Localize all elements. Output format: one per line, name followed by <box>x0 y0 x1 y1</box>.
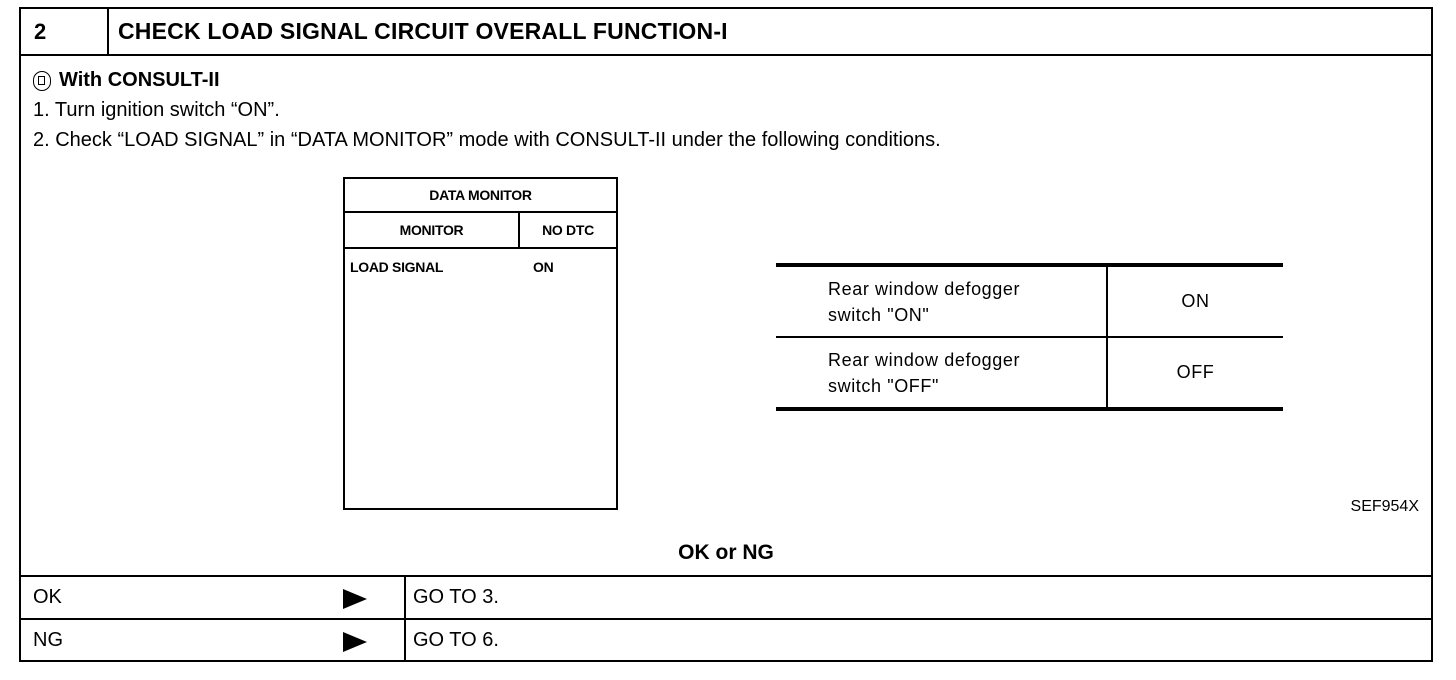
condition-text <box>776 338 1108 407</box>
monitor-column: MONITOR <box>345 213 520 247</box>
monitor-item: LOAD SIGNAL <box>350 259 444 275</box>
condition-line2: switch "ON" <box>828 304 930 325</box>
result-action: GO TO 6. <box>413 629 499 651</box>
condition-line2: switch "OFF" <box>828 375 939 396</box>
result-row-ng <box>21 618 1431 661</box>
step-1: 1. Turn ignition switch “ON”. <box>33 99 280 121</box>
result-row-ok <box>21 575 1431 618</box>
data-monitor-header <box>345 213 616 249</box>
ok-or-ng-heading: OK or NG <box>678 541 774 564</box>
procedure-header <box>21 9 1431 56</box>
condition-row <box>776 336 1283 407</box>
condition-row <box>776 267 1283 336</box>
step-number: 2 <box>21 9 109 54</box>
data-monitor-title: DATA MONITOR <box>345 179 616 213</box>
result-label: NG <box>33 629 63 651</box>
condition-value: ON <box>1181 291 1210 311</box>
result-action: GO TO 3. <box>413 586 499 608</box>
procedure-box <box>19 7 1433 662</box>
monitor-value: ON <box>533 259 554 275</box>
step-2: 2. Check “LOAD SIGNAL” in “DATA MONITOR” mode with CONSULT-II under the following conditions. <box>33 129 941 151</box>
conditions-table <box>776 263 1283 411</box>
divider <box>404 620 406 661</box>
arrow-right-icon <box>343 589 367 609</box>
condition-value: OFF <box>1176 362 1215 382</box>
condition-text <box>776 267 1108 336</box>
consult-tool-icon <box>33 71 51 91</box>
arrow-right-icon <box>343 632 367 652</box>
condition-line1: Rear window defogger <box>828 278 1021 299</box>
data-monitor-screen <box>343 177 618 510</box>
consult-label: With CONSULT-II <box>59 69 220 91</box>
consult-heading <box>33 69 220 92</box>
status-column: NO DTC <box>542 222 594 238</box>
figure-id: SEF954X <box>1350 498 1419 515</box>
divider <box>404 577 406 618</box>
result-label: OK <box>33 586 62 608</box>
procedure-title: CHECK LOAD SIGNAL CIRCUIT OVERALL FUNCTION-I <box>118 18 728 44</box>
condition-line1: Rear window defogger <box>828 349 1021 370</box>
